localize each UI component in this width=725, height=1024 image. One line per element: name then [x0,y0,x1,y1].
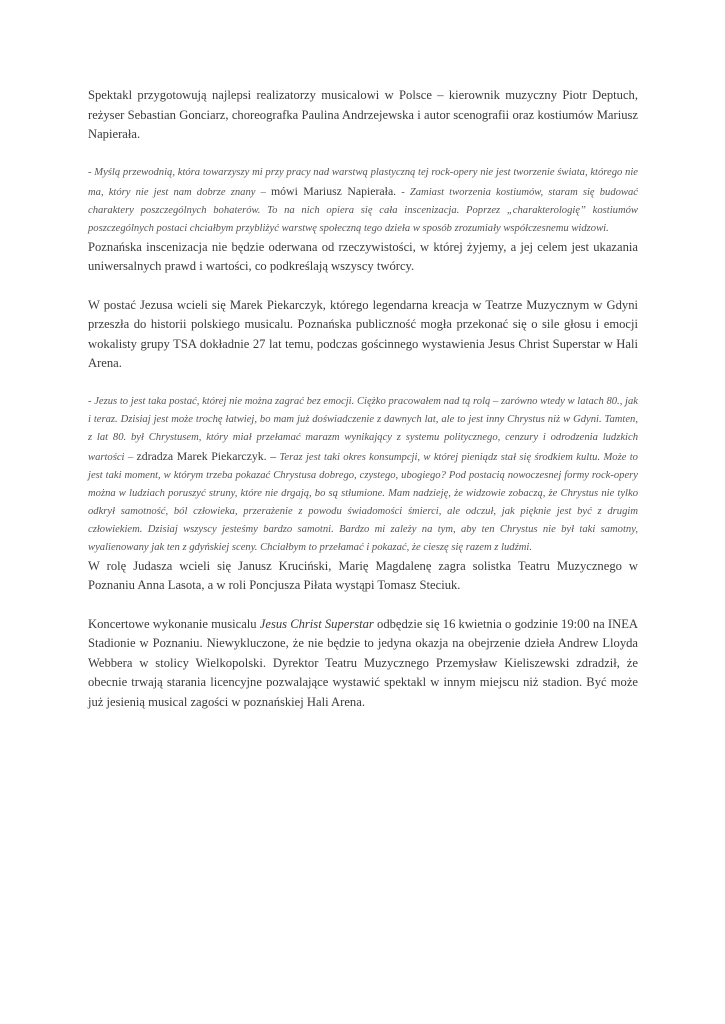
koncert-intro: Koncertowe wykonanie musicalu [88,616,257,631]
paragraph-obsada: W rolę Judasza wcieli się Janusz Kruciński, Marię Magdalenę zagra solistka Teatru Muzycznego w Poznaniu Anna Lasota, a w roli Poncjusza Piłata wystąpi Tomasz Steciuk. [88,558,638,592]
paragraph-jezus: W postać Jezusa wcieli się Marek Piekarczyk, którego legendarna kreacja w Teatrze Muzycznym w Gdyni przeszła do historii polskiego musicalu. Poznańska publiczność mogła przekonać się o sile głosu i emocji wokalisty grupy TSA dokładnie 27 lat temu, podczas gościnnego wystawienia Jesus Christ Superstar w Hali Arena. [88,297,638,370]
paragraph-creators: Spektakl przygotowują najlepsi realizatorzy musicalowi w Polsce – kierownik muzyczny Piotr Deptuch, reżyser Sebastian Gonciarz, choreografka Paulina Andrzejewska i autor scenografii oraz kostiumów Mariusz Napierała. [88,88,638,141]
paragraph-inscenizacja: Poznańska inscenizacja nie będzie oderwana od rzeczywistości, w której żyjemy, a jej celem jest ukazania uniwersalnych prawd i wartości, co podkreślają wszyscy twórcy. [88,239,638,273]
quote-piekarczyk-part1: - Jezus to jest taka postać, której nie można zagrać bez emocji. Ciężko pracowałem nad tą rolą – zarówno wtedy w latach 80., jak i teraz. Dzisiaj jest może trochę łatwiej, bo mam już doświadczenie z dawnych lat, ale to jest inny Chrystus niż w Gdyni. Tamten, z lat 80. był Chrystusem, który miał przełamać marazm wynikający z systemu politycznego, cenzury i odrodzenia ludzkich wartości – [88,395,638,463]
quote-napierala-attribution: mówi Mariusz Napierała. [270,183,397,198]
koncert-details: odbędzie się 16 kwietnia o godzinie 19:00 na INEA Stadionie w Poznaniu. Niewykluczone, że nie będzie to jedyna okazja na obejrzenie dzieła Andrew Lloyda Webbera w stolicy Wielkopolski. Dyrektor Teatru Muzycznego Przemysław Kieliszewski zdradził, że obecnie trwają starania licencyjne pozwalające wystawić spektakl w innym miejscu niż stadion. Być może już jesienią musical zagości w poznańskiej Hali Arena. [88,616,638,709]
paragraph-koncert [88,615,638,713]
quote-napierala-part1: - Myślą przewodnią, która towarzyszy mi przy pracy nad warstwą plastyczną tej rock-opery nie jest tworzenie świata, którego nie ma, który nie jest nam dobrze znany – [88,166,638,198]
quote-piekarczyk-attribution: zdradza Marek Piekarczyk. – [136,448,277,463]
quote-napierala-part2: - Zamiast tworzenia kostiumów, staram się budować charaktery poszczególnych bohaterów. To na nich opiera się cała inscenizacja. Poprzez „charakterologię” kostiumów poszczególnych postaci chciałbym przybliżyć warstwę społeczną tego dzieła w sposób zrozumiały współczesnemu widzowi. [88,186,638,234]
musical-title: Jesus Christ Superstar [259,616,374,631]
quote-piekarczyk-part2: Teraz jest taki okres konsumpcji, w której pieniądz stał się środkiem kultu. Może to jest taki moment, w którym trzeba pokazać Chrystusa dobrego, czystego, ubogiego? Pod postacią nowoczesnej formy rock-opery można w ludziach poruszyć struny, które nie drgają, bo są stłumione. Mam nadzieję, że widzowie zobaczą, że Chrystus nie tylko odkrył samotność, ból człowieka, przerażenie z powodu świadomości śmierci, ale odczuł, jak pięknie jest być z drugim człowiekiem. Dzisiaj wszyscy jesteśmy bardzo samotni. Bardzo mi zależy na tym, aby ten Chrystus nie był taki samotny, wyalienowany jak ten z gdyńskiej sceny. Chciałbym to przełamać i pokazać, że cieszę się razem z ludźmi. [88,451,638,553]
quote-piekarczyk [88,393,638,557]
quote-napierala [88,164,638,238]
document-page [88,86,638,712]
